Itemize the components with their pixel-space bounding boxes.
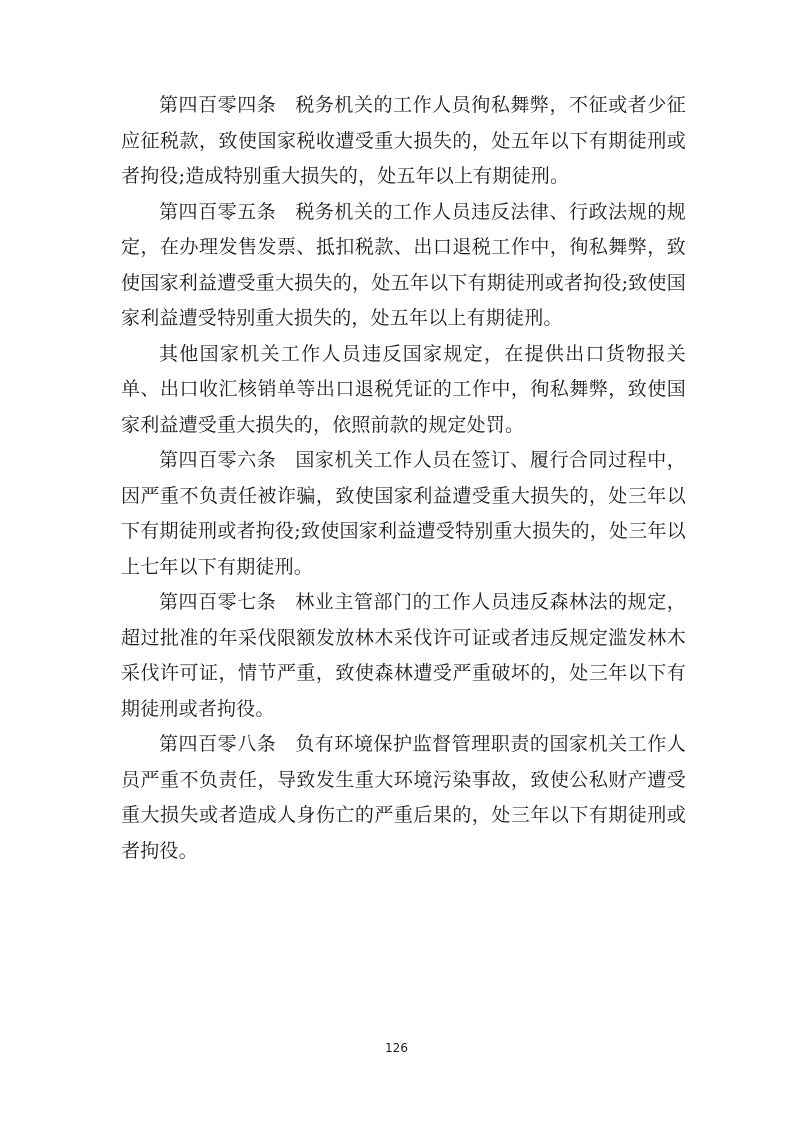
article-number: 第四百零四条 <box>159 94 277 116</box>
article-text: 税务机关的工作人员徇私舞弊，不征或者少征应征税款，致使国家税收遭受重大损失的，处五年以下有期徒刑或者拘役;造成特别重大损失的，处五年以上有期徒刑。 <box>121 94 686 187</box>
paragraph-article-408 <box>121 727 686 869</box>
article-text: 国家机关工作人员在签订、履行合同过程中，因严重不负责任被诈骗，致使国家利益遭受重大损失的，处三年以下有期徒刑或者拘役;致使国家利益遭受特别重大损失的，处三年以上七年以下有期徒刑。 <box>121 449 686 578</box>
article-number: 第四百零五条 <box>159 200 277 223</box>
paragraph-article-404 <box>121 88 686 195</box>
paragraph-article-405 <box>121 195 686 337</box>
paragraph-article-406 <box>121 443 686 585</box>
article-number: 第四百零六条 <box>159 449 277 471</box>
article-number: 第四百零七条 <box>159 591 277 613</box>
page-number: 126 <box>385 1041 408 1055</box>
article-text: 林业主管部门的工作人员违反森林法的规定，超过批准的年采伐限额发放林木采伐许可证或者违反规定滥发林木采伐许可证，情节严重，致使森林遭受严重破坏的，处三年以下有期徒刑或者拘役。 <box>121 591 686 720</box>
article-text: 税务机关的工作人员违反法律、行政法规的规定，在办理发售发票、抵扣税款、出口退税工作中，徇私舞弊，致使国家利益遭受重大损失的，处五年以下有期徒刑或者拘役;致使国家利益遭受特别重大损失的，处五年以上有期徒刑。 <box>121 200 686 329</box>
article-text: 其他国家机关工作人员违反国家规定，在提供出口货物报关单、出口收汇核销单等出口退税凭证的工作中，徇私舞弊，致使国家利益遭受重大损失的，依照前款的规定处罚。 <box>121 342 686 436</box>
body-text <box>121 88 686 869</box>
paragraph-article-407 <box>121 585 686 727</box>
article-text: 负有环境保护监督管理职责的国家机关工作人员严重不负责任，导致发生重大环境污染事故，致使公私财产遭受重大损失或者造成人身伤亡的严重后果的，处三年以下有期徒刑或者拘役。 <box>121 733 686 862</box>
article-number: 第四百零八条 <box>159 733 277 755</box>
paragraph-article-405-clause-2 <box>121 337 686 444</box>
